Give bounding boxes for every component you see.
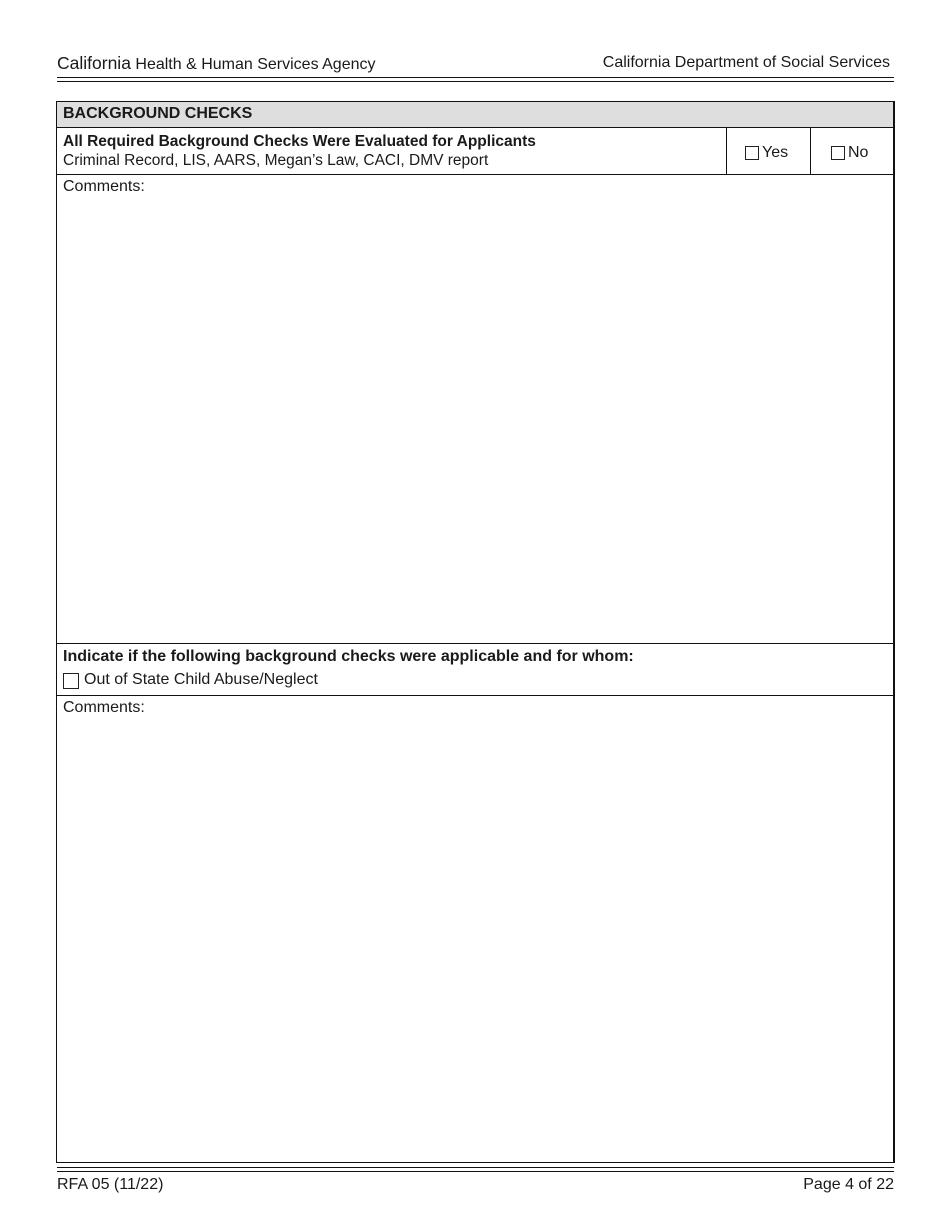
header-rule-top (57, 77, 894, 78)
yes-checkbox[interactable] (745, 146, 759, 160)
section-title-bar (57, 102, 893, 128)
requirement-title: All Required Background Checks Were Evaluated for Applicants (63, 133, 536, 150)
requirement-subtitle: Criminal Record, LIS, AARS, Megan’s Law, CACI, DMV report (63, 152, 489, 169)
form-id: RFA 05 (11/22) (57, 1176, 164, 1193)
background-checks-section (56, 101, 895, 1163)
header-rule-bottom (57, 81, 894, 82)
header-department: California Department of Social Services (602, 54, 890, 71)
footer-rule-bottom (57, 1171, 894, 1172)
header-agency-prefix: California (57, 53, 131, 73)
no-label: No (848, 144, 869, 161)
comments-label-1: Comments: (63, 178, 145, 195)
indicate-question: Indicate if the following background checks were applicable and for whom: (63, 648, 634, 665)
no-checkbox[interactable] (831, 146, 845, 160)
section-title: BACKGROUND CHECKS (63, 105, 253, 122)
yes-label: Yes (762, 144, 789, 161)
footer-rule-top (57, 1167, 894, 1168)
header-agency (57, 53, 376, 74)
no-option[interactable] (831, 144, 868, 162)
requirement-row (57, 128, 893, 175)
divider (810, 128, 811, 174)
out-of-state-label: Out of State Child Abuse/Neglect (84, 671, 318, 688)
divider (726, 128, 727, 174)
requirement-text (63, 132, 536, 170)
comments-label-2: Comments: (63, 699, 145, 716)
page-number: Page 4 of 22 (803, 1176, 894, 1193)
comments-field-1[interactable] (57, 175, 893, 644)
indicate-row (57, 644, 893, 696)
out-of-state-option[interactable] (63, 671, 318, 689)
yes-option[interactable] (745, 144, 788, 162)
out-of-state-checkbox[interactable] (63, 673, 79, 689)
comments-field-2[interactable] (57, 696, 893, 1162)
header-agency-rest: Health & Human Services Agency (130, 56, 376, 73)
